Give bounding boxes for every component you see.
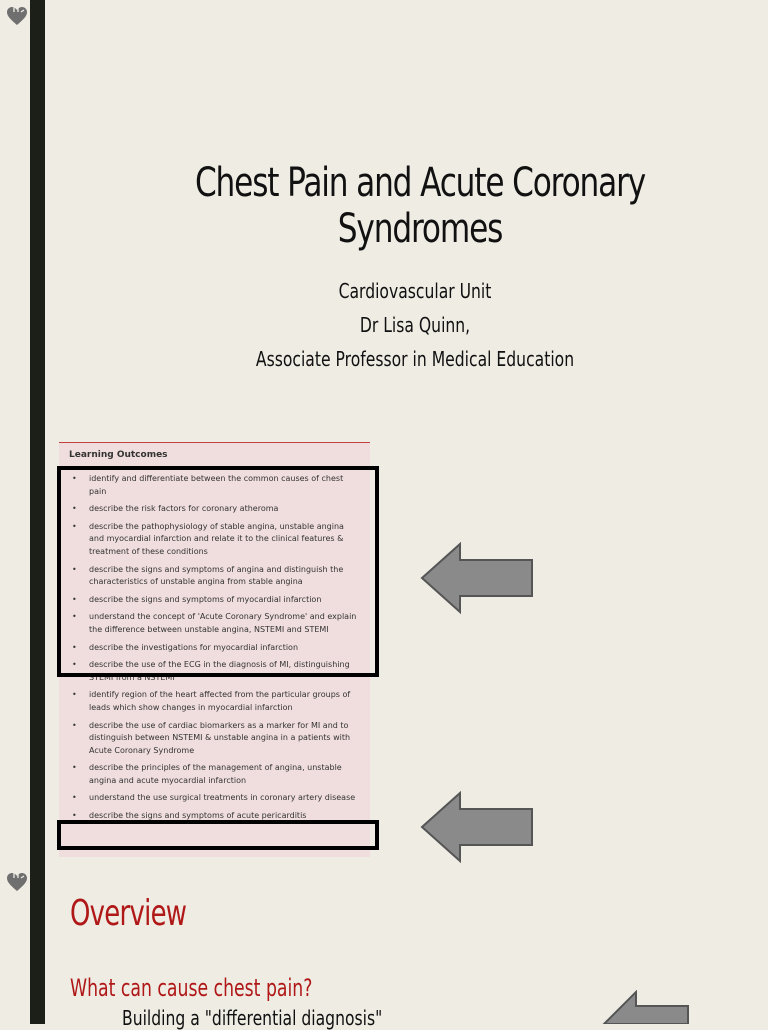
list-item: • describe the signs and symptoms of angina and distinguish the characteristics of unstable angina from stable angina <box>59 564 370 589</box>
left-arrow-icon <box>600 990 692 1024</box>
list-item: • describe the risk factors for coronary atheroma <box>59 503 370 516</box>
list-item: • describe the signs and symptoms of myocardial infarction <box>59 594 370 607</box>
list-item: • describe the pathophysiology of stable angina, unstable angina and myocardial infarction and relate it to the clinical features & treatment of these conditions <box>59 521 370 559</box>
list-item: • describe the principles of the management of angina, unstable angina and acute myocardial infarction <box>59 762 370 787</box>
overview-heading: Overview <box>70 893 187 934</box>
list-item: • identify region of the heart affected from the particular groups of leads which show changes in myocardial infarction <box>59 689 370 714</box>
slide-title: Chest Pain and Acute Coronary Syndromes <box>194 160 646 252</box>
slide-subtitle <box>240 274 591 376</box>
list-item: • describe the investigations for myocardial infarction <box>59 642 370 655</box>
overview-sub-item: Building a "differential diagnosis" <box>122 1006 383 1030</box>
list-item: • describe the use of cardiac biomarkers as a marker for MI and to distinguish between NSTEMI & unstable angina in a patients with Acute Coronary Syndrome <box>59 720 370 758</box>
highlight-box-bottom <box>57 820 379 850</box>
heart-icon <box>5 870 29 894</box>
list-item: • describe the signs and symptoms of acute pericarditis <box>59 810 370 823</box>
subtitle-unit: Cardiovascular Unit <box>338 279 492 303</box>
learning-outcomes-heading: Learning Outcomes <box>69 450 168 460</box>
left-arrow-icon <box>418 540 536 616</box>
overview-question: What can cause chest pain? <box>70 974 313 1002</box>
subtitle-author: Dr Lisa Quinn, <box>359 313 471 337</box>
list-item: • describe the use of the ECG in the diagnosis of MI, distinguishing STEMI from a NSTEMI <box>59 659 370 684</box>
left-arrow-icon <box>418 789 536 865</box>
subtitle-role: Associate Professor in Medical Education <box>255 347 575 371</box>
list-item: • understand the concept of 'Acute Coronary Syndrome' and explain the difference between unstable angina, NSTEMI and STEMI <box>59 611 370 636</box>
list-item: • identify and differentiate between the common causes of chest pain <box>59 473 370 498</box>
list-item: • understand the use surgical treatments in coronary artery disease <box>59 792 370 805</box>
heart-icon <box>5 4 29 28</box>
left-sidebar-bar <box>30 0 45 1024</box>
highlight-box-top <box>57 466 379 677</box>
